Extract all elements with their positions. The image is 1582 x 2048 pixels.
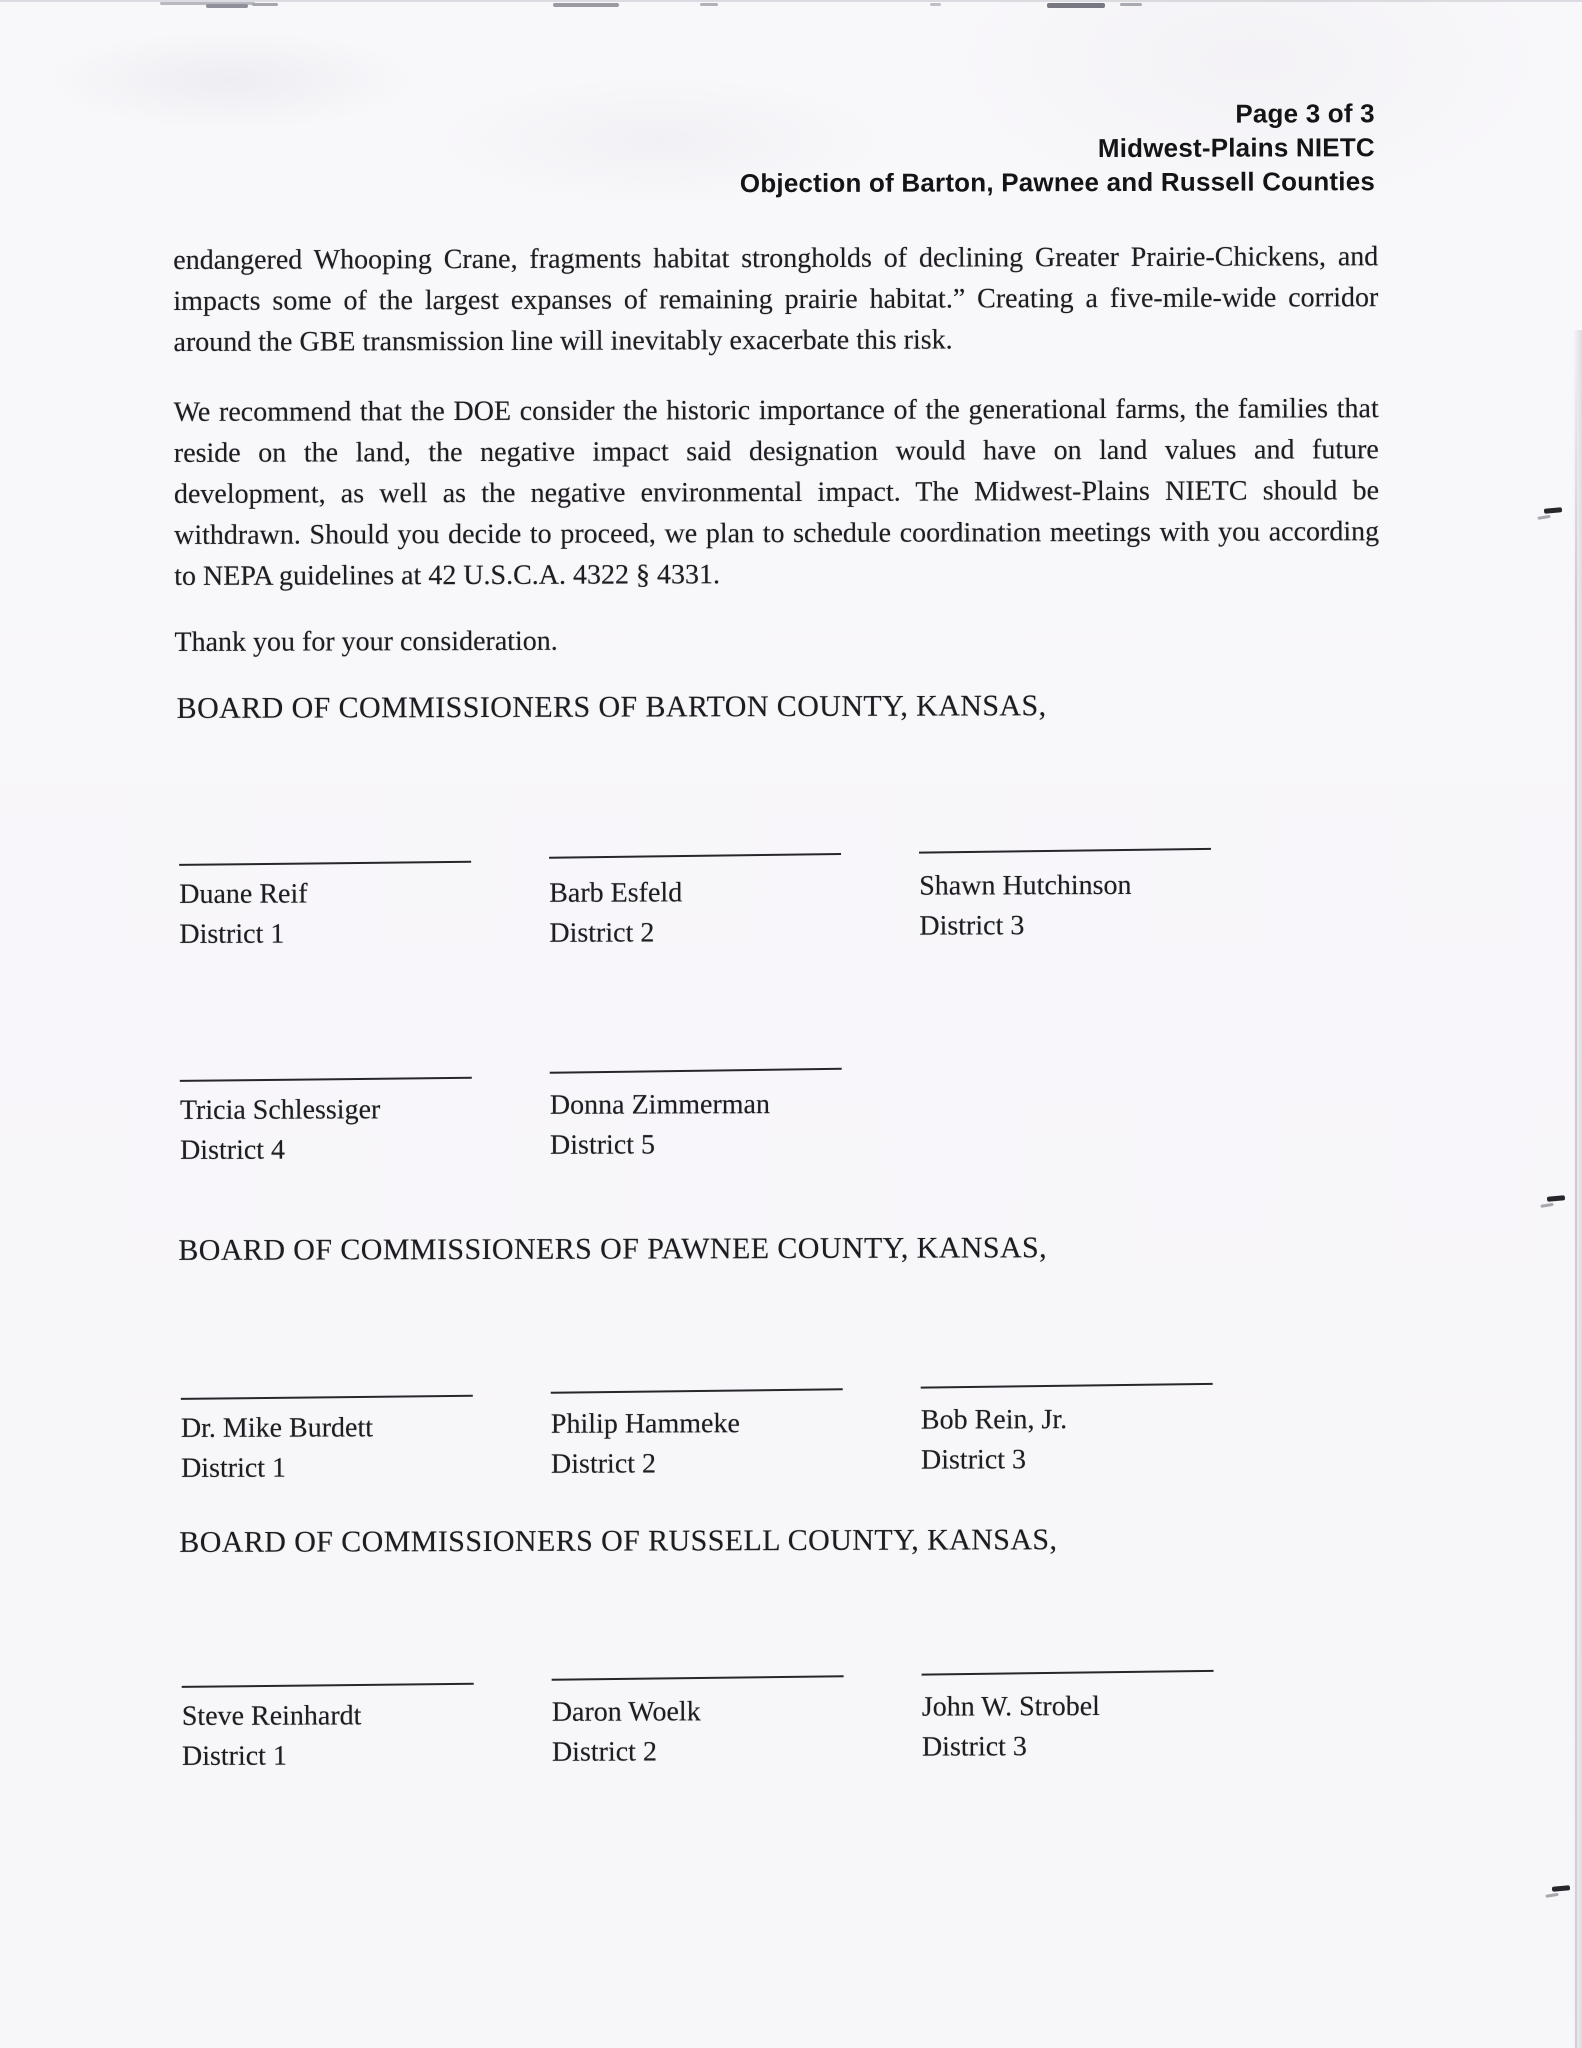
signature-line [182,1683,474,1688]
signature-block [921,1394,1291,1486]
board-title-pawnee: BOARD OF COMMISSIONERS OF PAWNEE COUNTY, KANSAS, [178,1231,1048,1267]
header-page-number: Page 3 of 3 [1235,98,1375,129]
signatory-name: Steve Reinhardt [181,1700,362,1732]
signature-line [919,848,1211,854]
board-title-barton: BOARD OF COMMISSIONERS OF BARTON COUNTY, KANSAS, [176,689,1047,725]
signatory-district: District 3 [919,910,1025,942]
signature-row-russell [182,1682,1412,1777]
signature-block [551,1396,921,1488]
signatory-name: Duane Reif [179,878,308,910]
signatory-name: Daron Woelk [551,1696,701,1728]
signature-block [182,1685,552,1777]
signatory-district: District 2 [550,1448,657,1480]
signatory-name: Barb Esfeld [549,877,683,909]
signatory-district: District 2 [549,917,655,949]
signatory-district: District 3 [921,1731,1027,1763]
closing-line: Thank you for your consideration. [174,625,558,658]
signature-block [922,1682,1292,1774]
signature-line [549,853,841,859]
header-doc-title: Midwest-Plains NIETC [1097,132,1375,164]
signatory-name: Dr. Mike Burdett [180,1412,374,1444]
signatory-district: District 5 [549,1129,656,1161]
signature-block [552,1684,922,1776]
signatory-district: District 1 [180,1452,287,1484]
paragraph-recommendation: We recommend that the DOE consider the historic importance of the generational farms, the families that reside on the land, the negative impact said designation would have on land values and future development, as well as the negative environmental impact. The Midwest-Plains NIETC should be withdrawn. Should you decide to proceed, we plan to schedule coordination meetings with you according to NEPA guidelines at 42 U.S.C.A. 4322 § 4331. [173,393,1380,592]
signatory-district: District 4 [179,1134,286,1166]
header-doc-subtitle: Objection of Barton, Pawnee and Russell Counties [739,166,1376,199]
signature-block [181,1397,551,1489]
signature-line [180,1077,472,1082]
signature-line [181,1395,473,1400]
signature-block [550,1078,920,1170]
signature-line [552,1675,844,1680]
page-header [475,96,1375,201]
signature-line [922,1670,1214,1676]
signatory-name: Bob Rein, Jr. [920,1404,1068,1436]
signature-block [919,860,1289,952]
signature-block [549,862,919,954]
signatory-district: District 3 [920,1444,1027,1476]
signature-block [180,1079,550,1171]
signatory-name: Shawn Hutchinson [919,869,1132,902]
signature-row-barton-1 [179,860,1409,955]
signatory-district: District 2 [551,1736,657,1768]
signature-row-barton-2 [180,1076,1410,1171]
signature-line [179,861,471,866]
signatory-district: District 1 [179,918,285,950]
signatory-name: John W. Strobel [921,1691,1100,1723]
signatory-district: District 1 [181,1740,287,1772]
signature-block [179,863,549,955]
signatory-name: Donna Zimmerman [549,1089,771,1121]
board-title-russell: BOARD OF COMMISSIONERS OF RUSSELL COUNTY, KANSAS, [179,1523,1058,1559]
signature-line [550,1068,842,1074]
signature-line [921,1383,1213,1389]
paragraph-habitat-impact: endangered Whooping Crane, fragments habitat strongholds of declining Greater Prairie-Chickens, and impacts some of the largest expanses of remaining prairie habitat.” Creating a five-mile-wide corridor around the GBE transmission line will inevitably exacerbate this risk. [173,241,1379,358]
signature-line [551,1388,843,1393]
signatory-name: Philip Hammeke [550,1408,740,1440]
signature-row-pawnee [181,1394,1411,1489]
signatory-name: Tricia Schlessiger [179,1094,381,1126]
